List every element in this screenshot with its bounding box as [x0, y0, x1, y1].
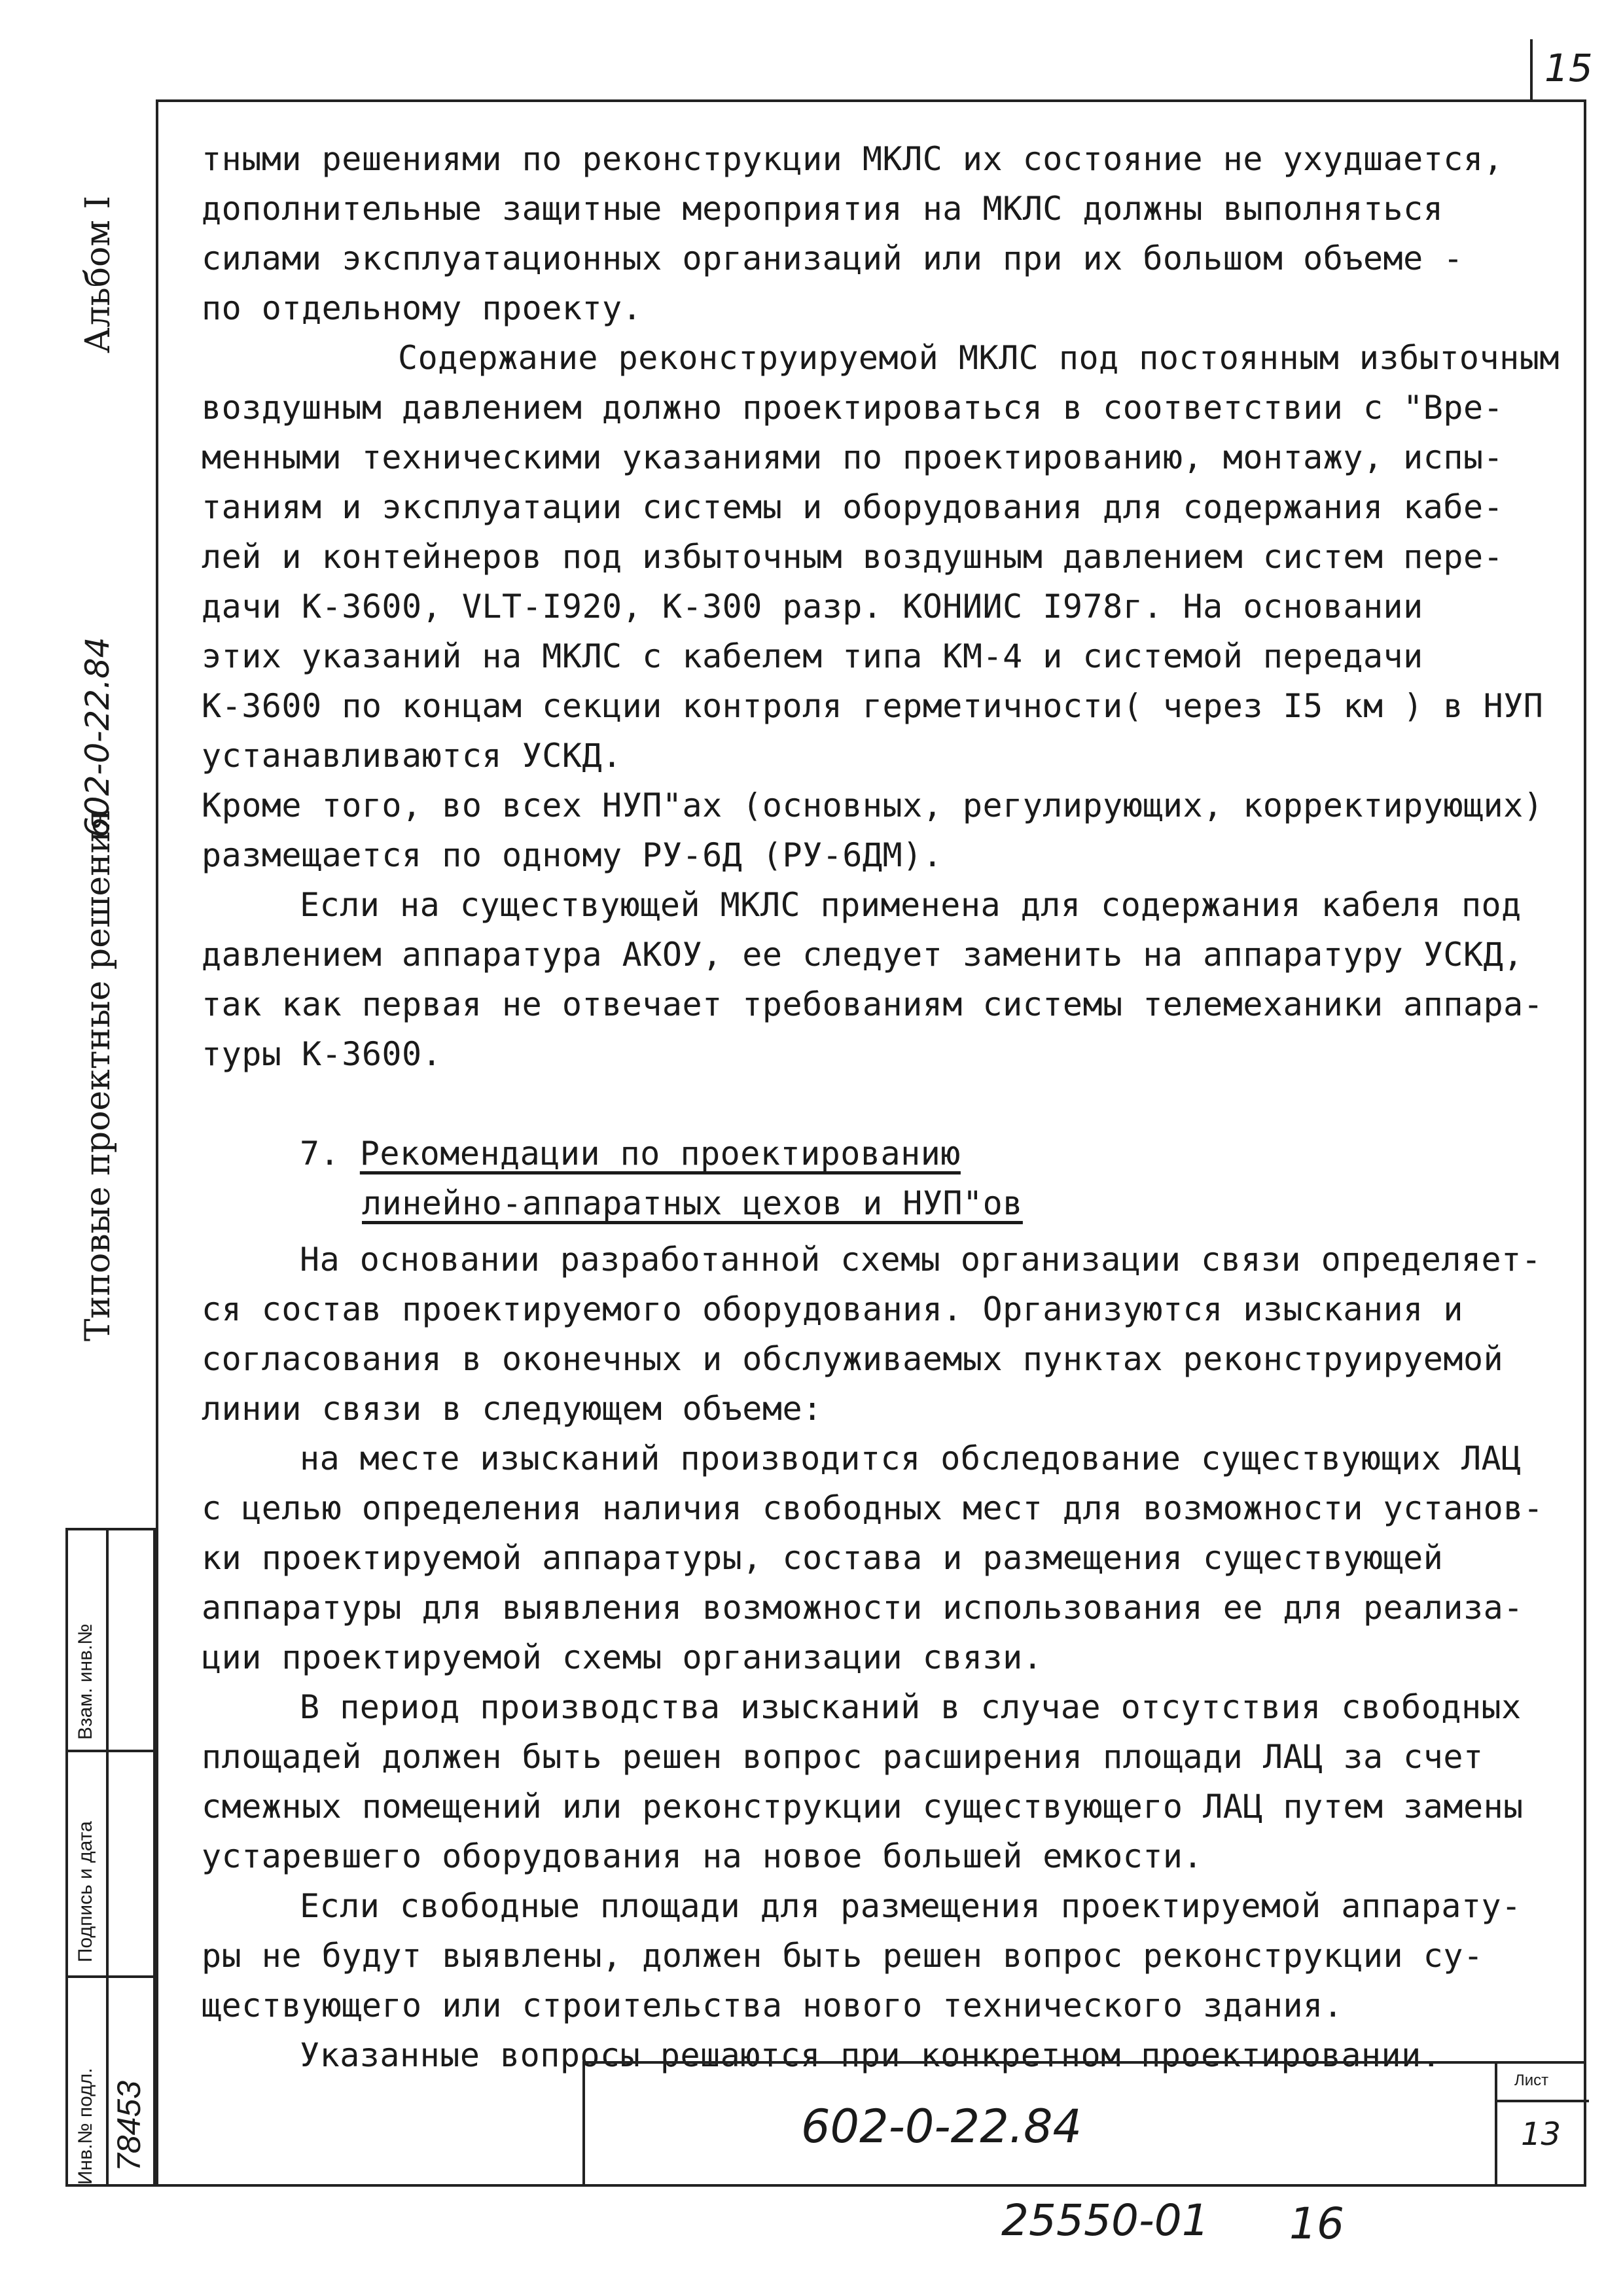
text-line: дополнительные защитные мероприятия на МКЛС должны выполняться — [202, 190, 1444, 228]
text-line: ции проектируемой схемы организации связи. — [202, 1638, 1043, 1676]
stamp-divider-vertical — [106, 1530, 109, 2184]
stamp-divider-1 — [68, 1750, 153, 1752]
text-line: дачи К-3600, VLT-I920, К-300 разр. КОНИИС I978г. На основании — [202, 588, 1423, 626]
text-line: давлением аппаратура АКОУ, ее следует заменить на аппаратуру УСКД, — [202, 936, 1524, 974]
text-line: устанавливаются УСКД. — [202, 737, 622, 775]
series-title: Типовые проектные решения — [79, 809, 118, 1341]
sheet-divider-horizontal — [1497, 2100, 1589, 2102]
text-line: согласования в оконечных и обслуживаемых пунктах реконструируемой — [202, 1340, 1504, 1378]
paragraph-7 — [202, 1682, 1563, 1881]
text-line: Если на существующей МКЛС применена для содержания кабеля под — [300, 886, 1522, 924]
text-line: по отдельному проекту. — [202, 289, 643, 327]
section-title-line-2: линейно-аппаратных цехов и НУП"ов — [362, 1184, 1023, 1222]
album-label: Альбом I — [79, 196, 118, 353]
paragraph-1 — [202, 134, 1563, 333]
text-line: на месте изысканий производится обследование существующих ЛАЦ — [300, 1439, 1522, 1477]
series-code: 602-0-22.84 — [79, 637, 116, 838]
text-line: силами эксплуатационных организаций или при их большом объеме - — [202, 239, 1463, 277]
archive-number: 25550-01 — [1001, 2195, 1209, 2246]
sign-date-label: Подпись и дата — [75, 1821, 96, 1962]
text-line: ществующего или строительства нового технического здания. — [202, 1987, 1344, 2024]
sheet-label: Лист — [1514, 2072, 1549, 2089]
text-line: Если свободные площади для размещения проектируемой аппарату- — [300, 1887, 1522, 1925]
text-line: площадей должен быть решен вопрос расширения площади ЛАЦ за счет — [202, 1738, 1484, 1776]
text-line: тными решениями по реконструкции МКЛС их состояние не ухудшается, — [202, 140, 1504, 178]
paragraph-3 — [202, 781, 1563, 880]
paragraph-6 — [202, 1434, 1563, 1682]
text-line: К-3600 по концам секции контроля герметичности( через I5 км ) в НУП — [202, 687, 1544, 725]
sheet-divider-vertical — [1495, 2064, 1497, 2187]
sheet-number: 13 — [1521, 2116, 1561, 2153]
paragraph-5 — [202, 1235, 1563, 1434]
text-line: ся состав проектируемого оборудования. Организуются изыскания и — [202, 1290, 1463, 1328]
text-line: Кроме того, во всех НУП"ах (основных, регулирующих, корректирующих) — [202, 786, 1544, 824]
paragraph-2 — [202, 333, 1563, 781]
text-line: размещается по одному РУ-6Д (РУ-6ДМ). — [202, 836, 943, 874]
text-line: В период производства изысканий в случае отсутствия свободных — [300, 1688, 1522, 1726]
text-line: ки проектируемой аппаратуры, состава и размещения существующей — [202, 1539, 1444, 1577]
section-title-line-1: Рекомендации по проектированию — [359, 1135, 961, 1173]
text-line: таниям и эксплуатации системы и оборудования для содержания кабе- — [202, 488, 1504, 526]
text-line: этих указаний на МКЛС с кабелем типа КМ-4 и системой передачи — [202, 637, 1423, 675]
text-line: ры не будут выявлены, должен быть решен вопрос реконструкции су- — [202, 1937, 1484, 1975]
text-line: воздушным давлением должно проектироваться в соответствии с "Вре- — [202, 389, 1504, 427]
page-number-top: 15 — [1544, 46, 1593, 90]
title-block — [582, 2061, 1586, 2187]
text-line: туры К-3600. — [202, 1035, 442, 1073]
archive-page: 16 — [1289, 2199, 1344, 2249]
section-number: 7. — [300, 1135, 340, 1173]
text-line: аппаратуры для выявления возможности использования ее для реализа- — [202, 1589, 1524, 1627]
doc-code: 602-0-22.84 — [801, 2100, 1082, 2153]
text-line: На основании разработанной схемы организации связи определяет- — [300, 1241, 1542, 1279]
inv-no-value: 78453 — [111, 2080, 147, 2172]
text-line: устаревшего оборудования на новое большей емкости. — [202, 1837, 1204, 1875]
paragraph-4 — [202, 880, 1563, 1079]
text-line: лей и контейнеров под избыточным воздушным давлением систем пере- — [202, 538, 1504, 576]
inv-no-label: Инв.№ подл. — [75, 2068, 96, 2185]
text-line: с целью определения наличия свободных мест для возможности установ- — [202, 1489, 1544, 1527]
paragraph-8 — [202, 1881, 1563, 2030]
text-line: менными техническими указаниями по проектированию, монтажу, испы- — [202, 438, 1504, 476]
text-line: линии связи в следующем объеме: — [202, 1390, 823, 1428]
text-line: смежных помещений или реконструкции существующего ЛАЦ путем замены — [202, 1788, 1524, 1826]
stamp-block — [65, 1528, 156, 2187]
text-line: так как первая не отвечает требованиям системы телемеханики аппара- — [202, 985, 1544, 1023]
section-heading — [202, 1129, 1563, 1228]
text-line: Содержание реконструируемой МКЛС под постоянным избыточным — [398, 339, 1560, 377]
stamp-divider-2 — [68, 1975, 153, 1978]
body-text — [202, 134, 1563, 2080]
replace-inv-label: Взам. инв.№ — [75, 1623, 96, 1740]
text-line: Указанные вопросы решаются при конкретном проектировании. — [300, 2036, 1442, 2074]
page-number-divider — [1530, 39, 1533, 99]
